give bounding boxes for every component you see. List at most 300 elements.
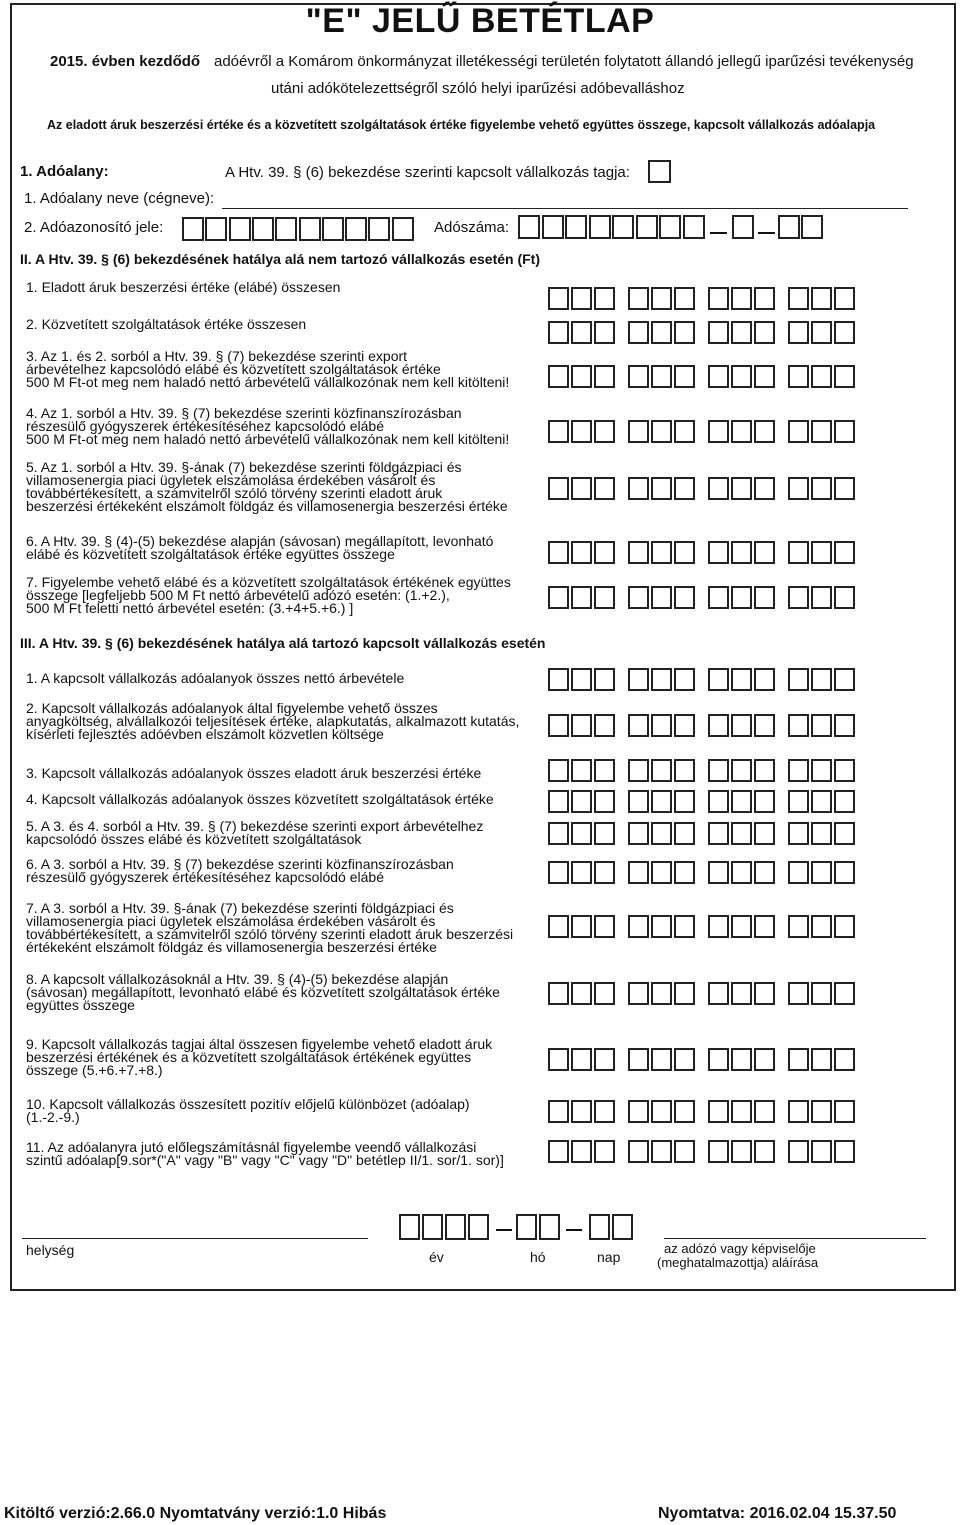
amount-digit-box[interactable] — [651, 1140, 672, 1163]
amount-digit-box[interactable] — [594, 287, 615, 310]
taxnum-digit-box[interactable] — [612, 215, 634, 239]
amount-digit-box[interactable] — [731, 420, 752, 443]
amount-digit-box[interactable] — [571, 321, 592, 344]
amount-digit-box[interactable] — [731, 861, 752, 884]
amount-digit-box[interactable] — [674, 861, 695, 884]
taxnum-digit-box[interactable] — [778, 215, 800, 239]
amount-digit-box[interactable] — [674, 1048, 695, 1071]
amount-digit-box[interactable] — [731, 586, 752, 609]
amount-digit-box[interactable] — [571, 759, 592, 782]
amount-digit-box[interactable] — [788, 982, 809, 1005]
amount-digit-box[interactable] — [708, 668, 729, 691]
amount-digit-box[interactable] — [628, 321, 649, 344]
amount-digit-box[interactable] — [651, 420, 672, 443]
amount-digit-box[interactable] — [594, 861, 615, 884]
amount-digit-box[interactable] — [571, 541, 592, 564]
section2-row-7-line-2: összege [legfeljebb 500 M Ft nettó árbevételű adózó esetén: (1.+2.), — [26, 587, 450, 603]
amount-digit-box[interactable] — [834, 822, 855, 845]
date-year-box[interactable] — [399, 1214, 420, 1240]
sign-label-2: (meghatalmazottja) aláírása — [657, 1255, 819, 1270]
taxid-digit-box[interactable] — [275, 217, 297, 241]
amount-digit-box[interactable] — [651, 668, 672, 691]
amount-digit-box[interactable] — [548, 790, 569, 813]
amount-digit-box[interactable] — [708, 321, 729, 344]
taxid-digit-box[interactable] — [182, 217, 204, 241]
amount-digit-box[interactable] — [571, 1048, 592, 1071]
amount-digit-box[interactable] — [548, 822, 569, 845]
amount-digit-box[interactable] — [651, 822, 672, 845]
amount-digit-box[interactable] — [651, 321, 672, 344]
amount-digit-box[interactable] — [548, 1048, 569, 1071]
amount-digit-box[interactable] — [628, 790, 649, 813]
amount-digit-box[interactable] — [571, 982, 592, 1005]
amount-digit-box[interactable] — [754, 541, 775, 564]
amount-digit-box[interactable] — [628, 714, 649, 737]
section2-row-4-line-1: 4. Az 1. sorból a Htv. 39. § (7) bekezdése szerinti közfinanszírozásban — [26, 405, 462, 421]
amount-digit-box[interactable] — [651, 982, 672, 1005]
amount-digit-box[interactable] — [834, 668, 855, 691]
amount-digit-box[interactable] — [594, 477, 615, 500]
amount-digit-box[interactable] — [754, 915, 775, 938]
amount-digit-box[interactable] — [594, 1140, 615, 1163]
amount-digit-box[interactable] — [708, 1100, 729, 1123]
amount-digit-box[interactable] — [731, 1048, 752, 1071]
section1-heading: 1. Adóalany: — [20, 163, 109, 180]
amount-digit-box[interactable] — [548, 586, 569, 609]
amount-digit-box[interactable] — [811, 668, 832, 691]
amount-digit-box[interactable] — [754, 477, 775, 500]
amount-digit-box[interactable] — [754, 287, 775, 310]
amount-digit-box[interactable] — [731, 822, 752, 845]
date-day-box[interactable] — [589, 1214, 610, 1240]
amount-digit-box[interactable] — [548, 915, 569, 938]
section2-row-1-line-1: 1. Eladott áruk beszerzési értéke (elábé) összesen — [26, 279, 341, 295]
taxid-digit-box[interactable] — [322, 217, 344, 241]
section2-row-4-line-3: 500 M Ft-ot meg nem haladó nettó árbevételű vállalkozónak nem kell kitölteni! — [26, 431, 510, 447]
member-checkbox[interactable] — [648, 160, 671, 183]
amount-digit-box[interactable] — [788, 668, 809, 691]
amount-digit-box[interactable] — [811, 420, 832, 443]
amount-digit-box[interactable] — [834, 915, 855, 938]
amount-digit-box[interactable] — [571, 915, 592, 938]
taxid-digit-box[interactable] — [345, 217, 367, 241]
amount-digit-box[interactable] — [594, 915, 615, 938]
place-line[interactable] — [22, 1238, 368, 1239]
amount-digit-box[interactable] — [708, 477, 729, 500]
taxnum-digit-box[interactable] — [589, 215, 611, 239]
amount-digit-box[interactable] — [788, 586, 809, 609]
amount-digit-box[interactable] — [628, 915, 649, 938]
section3-row-1-line-1: 1. A kapcsolt vállalkozás adóalanyok összes nettó árbevétele — [26, 670, 405, 686]
amount-digit-box[interactable] — [674, 586, 695, 609]
separator-dash — [710, 232, 727, 234]
amount-digit-box[interactable] — [754, 321, 775, 344]
amount-digit-box[interactable] — [571, 287, 592, 310]
amount-digit-box[interactable] — [754, 759, 775, 782]
amount-digit-box[interactable] — [731, 1100, 752, 1123]
date-month-box[interactable] — [516, 1214, 537, 1240]
amount-digit-box[interactable] — [651, 1048, 672, 1071]
amount-digit-box[interactable] — [811, 586, 832, 609]
amount-digit-box[interactable] — [571, 365, 592, 388]
amount-digit-box[interactable] — [811, 861, 832, 884]
amount-digit-box[interactable] — [731, 541, 752, 564]
taxid-label: 2. Adóazonosító jele: — [24, 219, 164, 236]
amount-digit-box[interactable] — [834, 586, 855, 609]
amount-digit-box[interactable] — [628, 586, 649, 609]
amount-digit-box[interactable] — [834, 420, 855, 443]
amount-digit-box[interactable] — [811, 759, 832, 782]
section3-row-2-line-3: kísérleti fejlesztés adóévben elszámolt közvetlen költsége — [26, 726, 384, 742]
amount-digit-box[interactable] — [548, 365, 569, 388]
taxid-digit-box[interactable] — [299, 217, 321, 241]
amount-digit-box[interactable] — [548, 420, 569, 443]
amount-digit-box[interactable] — [708, 822, 729, 845]
amount-digit-box[interactable] — [731, 982, 752, 1005]
amount-digit-box[interactable] — [834, 477, 855, 500]
taxnum-digit-box[interactable] — [683, 215, 705, 239]
amount-digit-box[interactable] — [651, 759, 672, 782]
amount-digit-box[interactable] — [811, 915, 832, 938]
amount-digit-box[interactable] — [674, 541, 695, 564]
amount-digit-box[interactable] — [834, 790, 855, 813]
year-label: év — [429, 1249, 444, 1265]
amount-digit-box[interactable] — [628, 420, 649, 443]
amount-digit-box[interactable] — [674, 321, 695, 344]
date-month-box[interactable] — [539, 1214, 560, 1240]
amount-digit-box[interactable] — [571, 668, 592, 691]
header-line-1: adóévről a Komárom önkormányzat illetékességi területén folytatott állandó jellegű iparűzési tevékenység — [214, 53, 914, 70]
section3-row-8-line-3: együttes összege — [26, 997, 135, 1013]
amount-digit-box[interactable] — [674, 1100, 695, 1123]
amount-digit-box[interactable] — [651, 915, 672, 938]
taxnum-digit-box[interactable] — [732, 215, 754, 239]
amount-digit-box[interactable] — [731, 477, 752, 500]
amount-digit-box[interactable] — [834, 861, 855, 884]
amount-digit-box[interactable] — [651, 861, 672, 884]
amount-digit-box[interactable] — [571, 586, 592, 609]
amount-digit-box[interactable] — [594, 790, 615, 813]
section3-row-10-line-2: (1.-2.-9.) — [26, 1109, 80, 1125]
amount-digit-box[interactable] — [674, 822, 695, 845]
amount-digit-box[interactable] — [754, 668, 775, 691]
amount-digit-box[interactable] — [674, 287, 695, 310]
amount-digit-box[interactable] — [834, 759, 855, 782]
amount-digit-box[interactable] — [731, 790, 752, 813]
taxnum-digit-box[interactable] — [801, 215, 823, 239]
amount-digit-box[interactable] — [651, 541, 672, 564]
amount-digit-box[interactable] — [788, 287, 809, 310]
amount-digit-box[interactable] — [834, 287, 855, 310]
signature-line[interactable] — [664, 1238, 926, 1239]
amount-digit-box[interactable] — [628, 668, 649, 691]
section2-heading: II. A Htv. 39. § (6) bekezdésének hatálya alá nem tartozó vállalkozás esetén (Ft) — [20, 251, 541, 267]
taxnum-digit-box[interactable] — [542, 215, 564, 239]
separator-dash — [496, 1229, 512, 1231]
amount-digit-box[interactable] — [594, 365, 615, 388]
amount-digit-box[interactable] — [674, 714, 695, 737]
taxnum-digit-box[interactable] — [636, 215, 658, 239]
amount-digit-box[interactable] — [708, 365, 729, 388]
amount-digit-box[interactable] — [708, 287, 729, 310]
amount-digit-box[interactable] — [788, 822, 809, 845]
amount-digit-box[interactable] — [708, 915, 729, 938]
amount-digit-box[interactable] — [811, 822, 832, 845]
amount-digit-box[interactable] — [708, 759, 729, 782]
amount-digit-box[interactable] — [548, 861, 569, 884]
amount-digit-box[interactable] — [708, 586, 729, 609]
amount-digit-box[interactable] — [628, 1140, 649, 1163]
date-year-box[interactable] — [468, 1214, 489, 1240]
amount-digit-box[interactable] — [788, 541, 809, 564]
amount-digit-box[interactable] — [811, 1100, 832, 1123]
amount-digit-box[interactable] — [731, 287, 752, 310]
section2-row-5-line-2: villamosenergia piaci ügyletek elszámolása érdekében vásárolt és — [26, 472, 436, 488]
amount-digit-box[interactable] — [754, 420, 775, 443]
section2-row-6-line-1: 6. A Htv. 39. § (4)-(5) bekezdése alapján (sávosan) megállapított, levonható — [26, 533, 494, 549]
amount-digit-box[interactable] — [651, 287, 672, 310]
amount-digit-box[interactable] — [628, 1100, 649, 1123]
section2-row-4-line-2: részesülő gyógyszerek értékesítéséhez kapcsolódó elábé — [26, 418, 384, 434]
section2-row-7-line-3: 500 M Ft feletti nettó árbevétel esetén: (3.+4+5.+6.) ] — [26, 600, 354, 616]
section3-row-2-line-1: 2. Kapcsolt vállalkozás adóalanyok által figyelembe vehető összes — [26, 700, 438, 716]
amount-digit-box[interactable] — [731, 759, 752, 782]
date-day-box[interactable] — [612, 1214, 633, 1240]
amount-digit-box[interactable] — [788, 1140, 809, 1163]
name-label: 1. Adóalany neve (cégneve): — [24, 190, 215, 207]
amount-digit-box[interactable] — [708, 861, 729, 884]
amount-digit-box[interactable] — [708, 982, 729, 1005]
amount-digit-box[interactable] — [834, 321, 855, 344]
footer-printed: Nyomtatva: 2016.02.04 15.37.50 — [658, 1505, 897, 1522]
amount-digit-box[interactable] — [548, 714, 569, 737]
amount-digit-box[interactable] — [628, 365, 649, 388]
amount-digit-box[interactable] — [788, 365, 809, 388]
amount-digit-box[interactable] — [811, 321, 832, 344]
amount-digit-box[interactable] — [571, 1100, 592, 1123]
taxid-digit-box[interactable] — [392, 217, 414, 241]
amount-digit-box[interactable] — [594, 1048, 615, 1071]
amount-digit-box[interactable] — [628, 1048, 649, 1071]
section3-row-6-line-2: részesülő gyógyszerek értékesítéséhez kapcsolódó elábé — [26, 869, 384, 885]
header-line-2: utáni adókötelezettségről szóló helyi iparűzési adóbevalláshoz — [271, 80, 685, 97]
amount-digit-box[interactable] — [811, 1140, 832, 1163]
amount-digit-box[interactable] — [754, 861, 775, 884]
amount-digit-box[interactable] — [628, 861, 649, 884]
amount-digit-box[interactable] — [788, 790, 809, 813]
amount-digit-box[interactable] — [548, 982, 569, 1005]
amount-digit-box[interactable] — [548, 1100, 569, 1123]
place-label: helység — [26, 1242, 75, 1258]
amount-digit-box[interactable] — [788, 714, 809, 737]
amount-digit-box[interactable] — [708, 714, 729, 737]
amount-digit-box[interactable] — [708, 541, 729, 564]
amount-digit-box[interactable] — [594, 822, 615, 845]
amount-digit-box[interactable] — [731, 1140, 752, 1163]
amount-digit-box[interactable] — [811, 477, 832, 500]
amount-digit-box[interactable] — [811, 982, 832, 1005]
amount-digit-box[interactable] — [594, 586, 615, 609]
amount-digit-box[interactable] — [754, 1100, 775, 1123]
amount-digit-box[interactable] — [708, 420, 729, 443]
amount-digit-box[interactable] — [628, 822, 649, 845]
section3-row-4-line-1: 4. Kapcsolt vállalkozás adóalanyok összes közvetített szolgáltatások értéke — [26, 791, 494, 807]
amount-digit-box[interactable] — [628, 759, 649, 782]
section3-row-7-line-1: 7. A 3. sorból a Htv. 39. §-ának (7) bekezdése szerinti földgázpiaci és — [26, 900, 454, 916]
section3-row-11-line-2: szintű adóalap[9.sor*("A" vagy "B" vagy "C" vagy "D" betétlep II/1. sor/1. sor)] — [26, 1152, 504, 1168]
date-year-box[interactable] — [422, 1214, 443, 1240]
amount-digit-box[interactable] — [674, 477, 695, 500]
amount-digit-box[interactable] — [811, 714, 832, 737]
amount-digit-box[interactable] — [811, 1048, 832, 1071]
amount-digit-box[interactable] — [651, 1100, 672, 1123]
amount-digit-box[interactable] — [708, 1048, 729, 1071]
amount-digit-box[interactable] — [754, 1048, 775, 1071]
amount-digit-box[interactable] — [628, 287, 649, 310]
amount-digit-box[interactable] — [811, 541, 832, 564]
amount-digit-box[interactable] — [731, 321, 752, 344]
amount-digit-box[interactable] — [571, 714, 592, 737]
header-year-lead: 2015. évben kezdődő — [50, 53, 201, 70]
amount-digit-box[interactable] — [788, 759, 809, 782]
amount-digit-box[interactable] — [834, 1100, 855, 1123]
amount-digit-box[interactable] — [548, 668, 569, 691]
amount-digit-box[interactable] — [708, 790, 729, 813]
taxnum-digit-box[interactable] — [518, 215, 540, 239]
amount-digit-box[interactable] — [594, 759, 615, 782]
amount-digit-box[interactable] — [788, 477, 809, 500]
section3-row-8-line-2: (sávosan) megállapított, levonható elábé és közvetített szolgáltatások értéke — [26, 984, 500, 1000]
taxid-digit-box[interactable] — [252, 217, 274, 241]
amount-digit-box[interactable] — [628, 541, 649, 564]
amount-digit-box[interactable] — [834, 1048, 855, 1071]
section2-row-3-line-3: 500 M Ft-ot meg nem haladó nettó árbevételű vállalkozónak nem kell kitölteni! — [26, 374, 510, 390]
amount-digit-box[interactable] — [754, 822, 775, 845]
section3-row-7-line-2: villamosenergia piaci ügyletek elszámolása érdekében vásárolt és — [26, 913, 436, 929]
taxnum-digit-box[interactable] — [659, 215, 681, 239]
section2-row-6-line-2: elábé és közvetített szolgáltatások értéke együttes összege — [26, 546, 395, 562]
amount-digit-box[interactable] — [571, 1140, 592, 1163]
amount-digit-box[interactable] — [571, 477, 592, 500]
amount-digit-box[interactable] — [731, 365, 752, 388]
amount-digit-box[interactable] — [651, 586, 672, 609]
taxid-digit-box[interactable] — [368, 217, 390, 241]
taxid-digit-box[interactable] — [229, 217, 251, 241]
section3-row-9-line-1: 9. Kapcsolt vállalkozás tagjai által összesen figyelembe vehető eladott áruk — [26, 1036, 493, 1052]
amount-digit-box[interactable] — [674, 915, 695, 938]
amount-digit-box[interactable] — [594, 420, 615, 443]
amount-digit-box[interactable] — [834, 365, 855, 388]
amount-digit-box[interactable] — [788, 861, 809, 884]
amount-digit-box[interactable] — [674, 1140, 695, 1163]
section2-row-5-line-1: 5. Az 1. sorból a Htv. 39. §-ának (7) bekezdése szerinti földgázpiaci és — [26, 459, 462, 475]
amount-digit-box[interactable] — [788, 915, 809, 938]
amount-digit-box[interactable] — [651, 477, 672, 500]
amount-digit-box[interactable] — [674, 365, 695, 388]
amount-digit-box[interactable] — [834, 982, 855, 1005]
section2-row-5-line-4: beszerzési értékeként elszámolt földgáz és villamosenergia beszerzési értéke — [26, 498, 508, 514]
amount-digit-box[interactable] — [788, 1100, 809, 1123]
amount-digit-box[interactable] — [594, 1100, 615, 1123]
amount-digit-box[interactable] — [754, 365, 775, 388]
amount-digit-box[interactable] — [731, 714, 752, 737]
amount-digit-box[interactable] — [571, 861, 592, 884]
amount-digit-box[interactable] — [571, 790, 592, 813]
amount-digit-box[interactable] — [811, 790, 832, 813]
amount-digit-box[interactable] — [674, 982, 695, 1005]
amount-digit-box[interactable] — [548, 477, 569, 500]
section3-row-11-line-1: 11. Az adóalanyra jutó előlegszámításnál figyelembe veendő vállalkozási — [26, 1139, 477, 1155]
section2-row-2-line-1: 2. Közvetített szolgáltatások értéke összesen — [26, 316, 307, 332]
amount-digit-box[interactable] — [811, 365, 832, 388]
amount-digit-box[interactable] — [811, 287, 832, 310]
amount-digit-box[interactable] — [571, 822, 592, 845]
amount-digit-box[interactable] — [708, 1140, 729, 1163]
amount-digit-box[interactable] — [788, 321, 809, 344]
amount-digit-box[interactable] — [674, 790, 695, 813]
amount-digit-box[interactable] — [594, 714, 615, 737]
amount-digit-box[interactable] — [754, 790, 775, 813]
amount-digit-box[interactable] — [731, 915, 752, 938]
amount-digit-box[interactable] — [651, 365, 672, 388]
amount-digit-box[interactable] — [594, 321, 615, 344]
amount-digit-box[interactable] — [594, 541, 615, 564]
taxnum-digit-box[interactable] — [565, 215, 587, 239]
amount-digit-box[interactable] — [754, 586, 775, 609]
amount-digit-box[interactable] — [548, 541, 569, 564]
section2-row-7-line-1: 7. Figyelembe vehető elábé és a közvetített szolgáltatások értékének együttes — [26, 574, 511, 590]
section3-row-5-line-1: 5. A 3. és 4. sorból a Htv. 39. § (7) bekezdése szerinti export árbevételhez — [26, 818, 484, 834]
section3-row-3-line-1: 3. Kapcsolt vállalkozás adóalanyok összes eladott áruk beszerzési értéke — [26, 765, 482, 781]
amount-digit-box[interactable] — [788, 420, 809, 443]
amount-digit-box[interactable] — [594, 982, 615, 1005]
amount-digit-box[interactable] — [651, 714, 672, 737]
amount-digit-box[interactable] — [548, 321, 569, 344]
amount-digit-box[interactable] — [674, 668, 695, 691]
month-label: hó — [530, 1249, 546, 1265]
amount-digit-box[interactable] — [548, 759, 569, 782]
amount-digit-box[interactable] — [788, 1048, 809, 1071]
amount-digit-box[interactable] — [651, 790, 672, 813]
amount-digit-box[interactable] — [548, 287, 569, 310]
amount-digit-box[interactable] — [548, 1140, 569, 1163]
amount-digit-box[interactable] — [754, 1140, 775, 1163]
amount-digit-box[interactable] — [628, 982, 649, 1005]
section3-row-7-line-3: továbbértékesített, a számvitelről szóló törvény szerinti eladott áruk beszerzési — [26, 926, 514, 942]
amount-digit-box[interactable] — [674, 420, 695, 443]
name-field-line[interactable] — [222, 208, 908, 209]
taxnum-label: Adószáma: — [434, 219, 510, 236]
amount-digit-box[interactable] — [754, 714, 775, 737]
amount-digit-box[interactable] — [594, 668, 615, 691]
member-label: A Htv. 39. § (6) bekezdése szerinti kapcsolt vállalkozás tagja: — [225, 164, 630, 181]
amount-digit-box[interactable] — [571, 420, 592, 443]
section3-row-6-line-1: 6. A 3. sorból a Htv. 39. § (7) bekezdése szerinti közfinanszírozásban — [26, 856, 454, 872]
section3-row-9-line-3: összege (5.+6.+7.+8.) — [26, 1062, 163, 1078]
amount-digit-box[interactable] — [834, 541, 855, 564]
amount-digit-box[interactable] — [754, 982, 775, 1005]
section3-row-5-line-2: kapcsolódó összes elábé és közvetített szolgáltatások — [26, 831, 362, 847]
taxid-digit-box[interactable] — [205, 217, 227, 241]
page-title: "E" JELŰ BETÉTLAP — [305, 2, 655, 40]
amount-digit-box[interactable] — [628, 477, 649, 500]
amount-digit-box[interactable] — [674, 759, 695, 782]
amount-digit-box[interactable] — [834, 1140, 855, 1163]
amount-digit-box[interactable] — [834, 714, 855, 737]
separator-dash — [566, 1229, 582, 1231]
date-year-box[interactable] — [445, 1214, 466, 1240]
amount-digit-box[interactable] — [731, 668, 752, 691]
